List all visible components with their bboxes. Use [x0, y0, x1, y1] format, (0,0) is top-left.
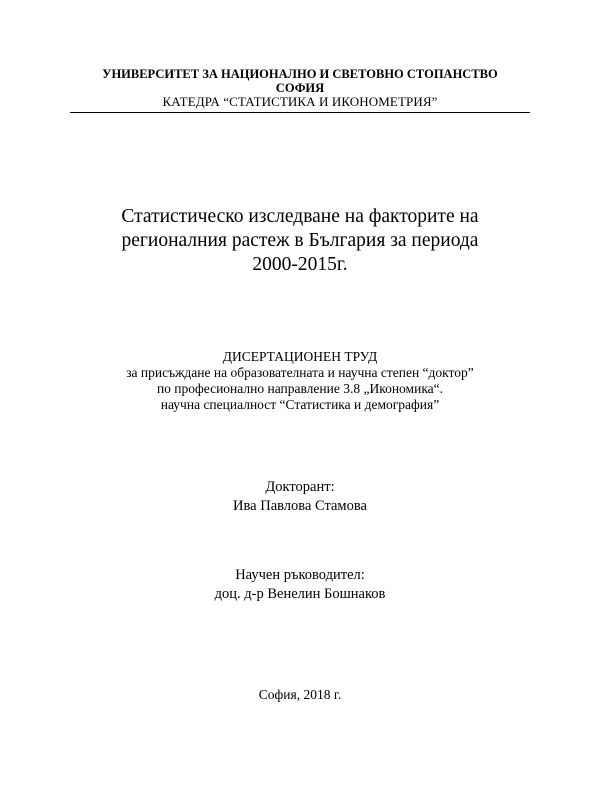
university-city: СОФИЯ: [275, 81, 325, 95]
doctorant-label: Докторант:: [265, 479, 335, 495]
dissertation-line-3: научна специалност “Статистика и демография”: [160, 397, 440, 412]
dissertation-line-1: за присъждане на образователната и научна степен “доктор”: [126, 365, 474, 380]
doctorant-block: [50, 478, 550, 516]
institution-header: [70, 67, 530, 109]
department-name: КАТЕДРА “СТАТИСТИКА И ИКОНОМЕТРИЯ”: [162, 94, 438, 109]
doctorant-name: Ива Павлова Стамова: [233, 498, 367, 514]
dissertation-heading: ДИСЕРТАЦИОНЕН ТРУД: [222, 349, 378, 364]
title-line-3: 2000-2015г.: [252, 254, 348, 275]
title-line-2: регионалния растеж в България за периода: [121, 230, 479, 251]
supervisor-block: [50, 566, 550, 604]
university-name: УНИВЕРСИТЕТ ЗА НАЦИОНАЛНО И СВЕТОВНО СТОПАНСТВО: [102, 67, 498, 81]
supervisor-name: доц. д-р Венелин Бошнаков: [214, 586, 386, 602]
place-and-date: София, 2018 г.: [258, 687, 342, 702]
dissertation-line-2: по професионално направление 3.8 „Икономика“.: [156, 381, 444, 396]
dissertation-title: [50, 205, 550, 277]
dissertation-description: [50, 349, 550, 413]
supervisor-label: Научен ръководител:: [235, 567, 365, 583]
header-divider: [70, 112, 530, 113]
title-line-1: Статистическо изследване на факторите на: [121, 206, 479, 227]
